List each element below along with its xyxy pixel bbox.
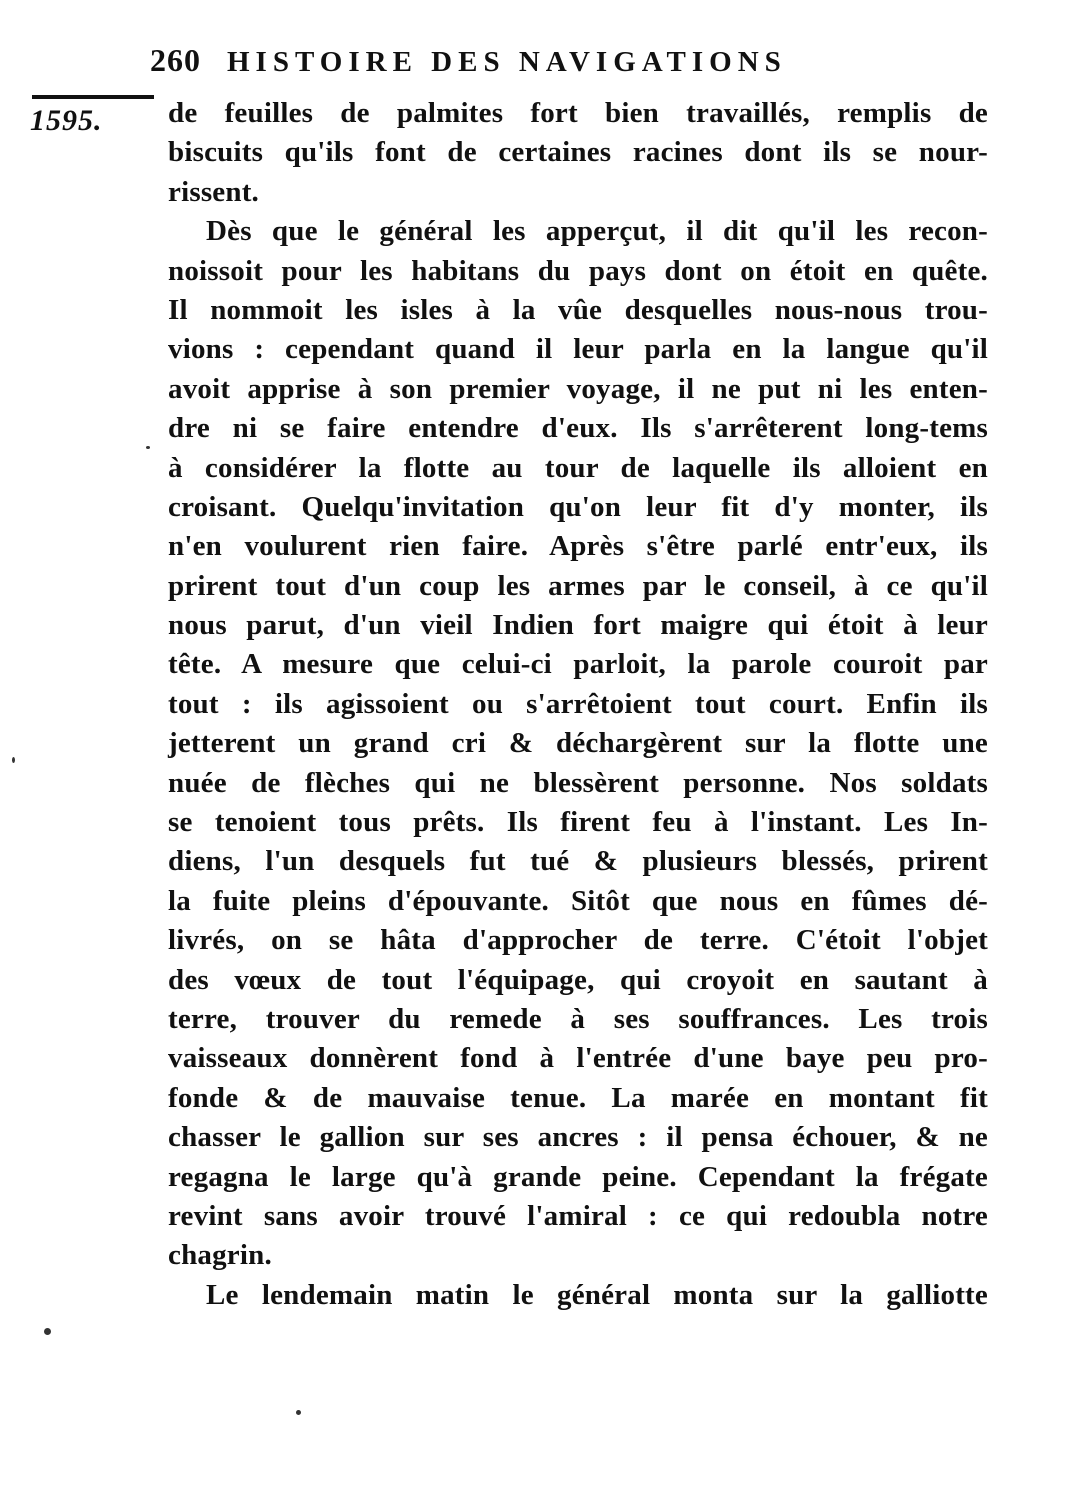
text-line: se tenoient tous prêts. Ils firent feu à l'instant. Les In- bbox=[168, 806, 988, 839]
text-line: rissent. bbox=[168, 175, 260, 208]
body-text bbox=[168, 94, 988, 1315]
text-line: biscuits qu'ils font de certaines racines dont ils se nour- bbox=[168, 136, 988, 169]
text-line: jetterent un grand cri & déchargèrent sur la flotte une bbox=[168, 727, 988, 760]
text-line: dre ni se faire entendre d'eux. Ils s'arrêterent long-tems bbox=[168, 412, 988, 445]
text-line: vaisseaux donnèrent fond à l'entrée d'une baye peu pro- bbox=[168, 1042, 988, 1075]
text-line: la fuite pleins d'épouvante. Sitôt que nous en fûmes dé- bbox=[168, 884, 988, 917]
text-line: croisant. Quelqu'invitation qu'on leur fit d'y monter, ils bbox=[168, 490, 988, 523]
ink-speck bbox=[44, 1328, 51, 1335]
text-line: n'en voulurent rien faire. Après s'être parlé entr'eux, ils bbox=[168, 530, 988, 563]
text-line: prirent tout d'un coup les armes par le conseil, à ce qu'il bbox=[168, 569, 988, 602]
ink-speck bbox=[296, 1410, 301, 1415]
ink-speck bbox=[146, 446, 150, 449]
page-header bbox=[150, 42, 910, 82]
text-line: revint sans avoir trouvé l'amiral : ce qui redoubla notre bbox=[168, 1199, 988, 1232]
page-number: 260 bbox=[150, 42, 201, 78]
text-line: Dès que le général les apperçut, il dit qu'il les recon- bbox=[206, 215, 988, 248]
margin-rule bbox=[32, 95, 154, 99]
text-line: avoit apprise à son premier voyage, il ne put ni les enten- bbox=[168, 372, 988, 405]
text-line: nuée de flèches qui ne blessèrent personne. Nos soldats bbox=[168, 766, 988, 799]
margin-year-note: 1595. bbox=[30, 104, 103, 137]
text-line: terre, trouver du remede à ses souffrances. Les trois bbox=[168, 1002, 988, 1035]
text-line: Le lendemain matin le général monta sur la galliotte bbox=[206, 1278, 988, 1311]
text-line: regagna le large qu'à grande peine. Cependant la frégate bbox=[168, 1160, 988, 1193]
text-line: de feuilles de palmites fort bien travaillés, remplis de bbox=[168, 97, 988, 129]
text-line: des vœux de tout l'équipage, qui croyoit en sautant à bbox=[168, 963, 988, 996]
text-line: noissoit pour les habitans du pays dont on étoit en quête. bbox=[168, 254, 988, 287]
running-title: HISTOIRE DES NAVIGATIONS bbox=[227, 46, 787, 78]
text-line: tout : ils agissoient ou s'arrêtoient tout court. Enfin ils bbox=[168, 687, 988, 720]
text-line: Il nommoit les isles à la vûe desquelles nous-nous trou- bbox=[168, 293, 988, 326]
text-line: livrés, on se hâta d'approcher de terre. C'étoit l'objet bbox=[168, 924, 988, 957]
text-line: chagrin. bbox=[168, 1239, 272, 1272]
ink-speck bbox=[12, 757, 15, 763]
text-line: vions : cependant quand il leur parla en la langue qu'il bbox=[168, 333, 988, 366]
text-line: tête. A mesure que celui-ci parloit, la parole couroit par bbox=[168, 648, 988, 681]
text-line: à considérer la flotte au tour de laquelle ils alloient en bbox=[168, 451, 988, 484]
text-line: chasser le gallion sur ses ancres : il pensa échouer, & ne bbox=[168, 1121, 988, 1154]
text-line: fonde & de mauvaise tenue. La marée en montant fit bbox=[168, 1081, 988, 1114]
text-line: nous parut, d'un vieil Indien fort maigre qui étoit à leur bbox=[168, 609, 988, 642]
text-line: diens, l'un desquels fut tué & plusieurs blessés, prirent bbox=[168, 845, 988, 878]
